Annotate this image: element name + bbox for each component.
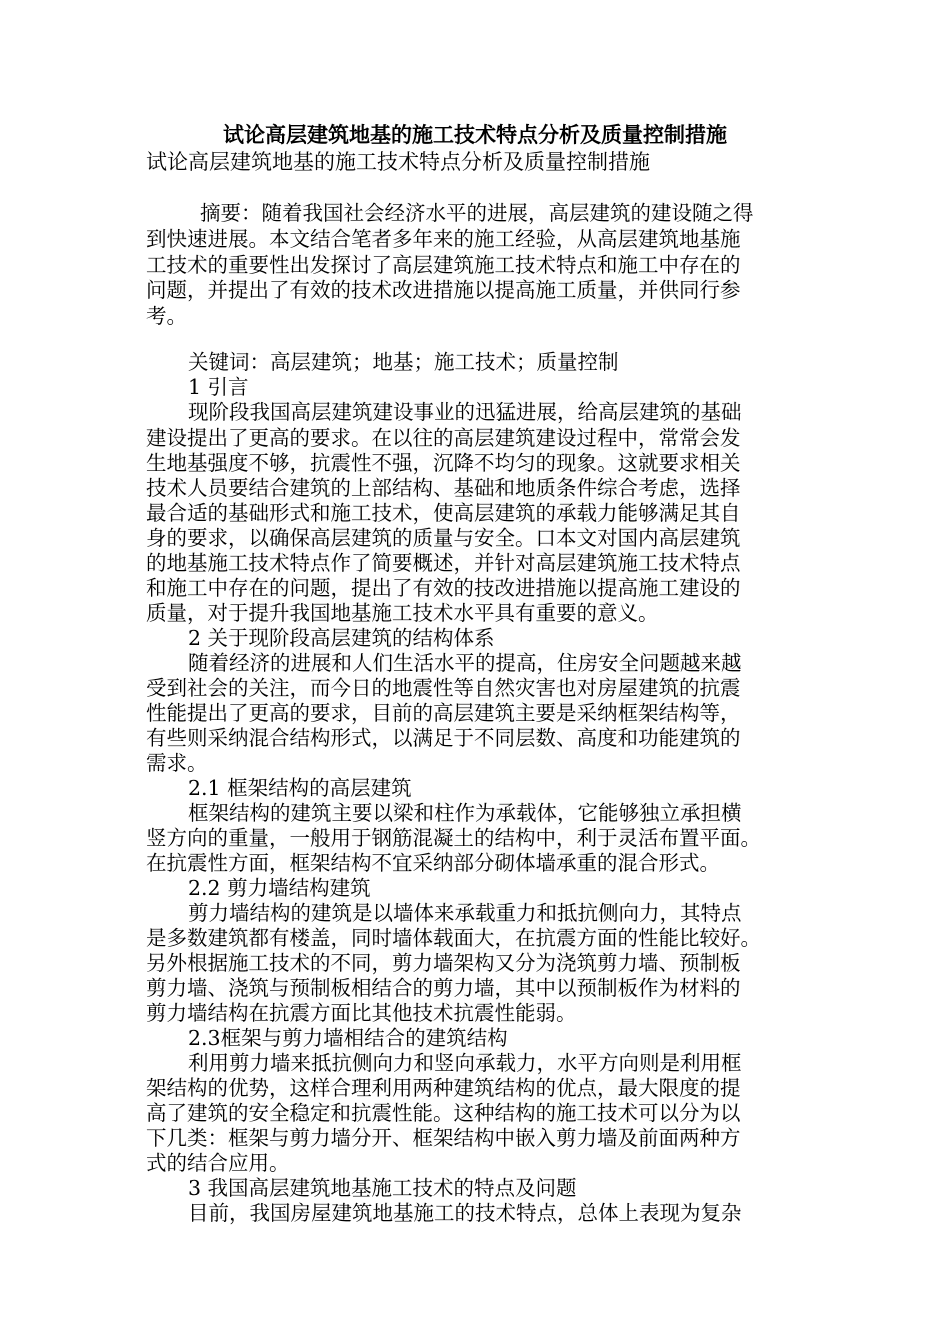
- body-line: 性能提出了更高的要求，目前的高层建筑主要是采纳框架结构等，: [146, 701, 741, 725]
- section-heading: 2.3框架与剪力墙相结合的建筑结构: [188, 1026, 508, 1050]
- section-heading: 2.1 框架结构的高层建筑: [188, 776, 412, 800]
- document-title: 试论高层建筑地基的施工技术特点分析及质量控制措施: [223, 122, 727, 147]
- body-line: 竖方向的重量，一般用于钢筋混凝土的结构中，利于灵活布置平面。: [146, 826, 761, 850]
- body-line: 生地基强度不够，抗震性不强，沉降不均匀的现象。这就要求相关: [146, 451, 741, 475]
- document-subtitle: 试论高层建筑地基的施工技术特点分析及质量控制措施: [146, 150, 650, 174]
- body-line: 式的结合应用。: [146, 1151, 290, 1175]
- abstract-line: 工技术的重要性出发探讨了高层建筑施工技术特点和施工中存在的: [146, 253, 741, 277]
- abstract-line: 考。: [146, 304, 187, 328]
- body-line: 是多数建筑都有楼盖，同时墙体载面大，在抗震方面的性能比较好。: [146, 926, 761, 950]
- section-heading: 1 引言: [188, 375, 249, 399]
- body-line: 剪力墙结构在抗震方面比其他技术抗震性能弱。: [146, 1001, 577, 1025]
- body-line: 和施工中存在的问题，提出了有效的技改进措施以提高施工建设的: [146, 576, 741, 600]
- keywords-line: 关键词：高层建筑；地基；施工技术；质量控制: [188, 350, 619, 374]
- body-line: 目前，我国房屋建筑地基施工的技术特点，总体上表现为复杂: [188, 1201, 742, 1225]
- section-heading: 3 我国高层建筑地基施工技术的特点及问题: [188, 1176, 577, 1200]
- body-line: 架结构的优势，这样合理利用两种建筑结构的优点，最大限度的提: [146, 1076, 741, 1100]
- body-line: 剪力墙结构的建筑是以墙体来承载重力和抵抗侧向力，其特点: [188, 901, 742, 925]
- body-line: 技术人员要结合建筑的上部结构、基础和地质条件综合考虑，选择: [146, 476, 741, 500]
- section-heading: 2 关于现阶段高层建筑的结构体系: [188, 626, 495, 650]
- abstract-line: 摘要：随着我国社会经济水平的进展，高层建筑的建设随之得: [200, 201, 754, 225]
- body-line: 的地基施工技术特点作了简要概述，并针对高层建筑施工技术特点: [146, 551, 741, 575]
- body-line: 框架结构的建筑主要以梁和柱作为承载体，它能够独立承担横: [188, 801, 742, 825]
- body-line: 在抗震性方面，框架结构不宜采纳部分砌体墙承重的混合形式。: [146, 851, 720, 875]
- body-line: 下几类：框架与剪力墙分开、框架结构中嵌入剪力墙及前面两种方: [146, 1126, 741, 1150]
- body-line: 现阶段我国高层建筑建设事业的迅猛进展，给高层建筑的基础: [188, 400, 742, 424]
- body-line: 需求。: [146, 751, 208, 775]
- body-line: 身的要求，以确保高层建筑的质量与安全。口本文对国内高层建筑: [146, 526, 741, 550]
- body-line: 随着经济的进展和人们生活水平的提高，住房安全问题越来越: [188, 651, 742, 675]
- body-line: 利用剪力墙来抵抗侧向力和竖向承载力，水平方向则是利用框: [188, 1051, 742, 1075]
- body-line: 剪力墙、浇筑与预制板相结合的剪力墙，其中以预制板作为材料的: [146, 976, 741, 1000]
- abstract-line: 到快速进展。本文结合笔者多年来的施工经验，从高层建筑地基施: [146, 227, 741, 251]
- body-line: 受到社会的关注，而今日的地震性等自然灾害也对房屋建筑的抗震: [146, 676, 741, 700]
- body-line: 最合适的基础形式和施工技术，使高层建筑的承载力能够满足其自: [146, 501, 741, 525]
- body-line: 质量，对于提升我国地基施工技术水平具有重要的意义。: [146, 601, 659, 625]
- section-heading: 2.2 剪力墙结构建筑: [188, 876, 371, 900]
- body-line: 高了建筑的安全稳定和抗震性能。这种结构的施工技术可以分为以: [146, 1101, 741, 1125]
- abstract-line: 问题，并提出了有效的技术改进措施以提高施工质量，并供同行参: [146, 278, 741, 302]
- body-line: 建设提出了更高的要求。在以往的高层建筑建设过程中，常常会发: [146, 426, 741, 450]
- body-line: 另外根据施工技术的不同，剪力墙架构又分为浇筑剪力墙、预制板: [146, 951, 741, 975]
- body-line: 有些则采纳混合结构形式，以满足于不同层数、高度和功能建筑的: [146, 726, 741, 750]
